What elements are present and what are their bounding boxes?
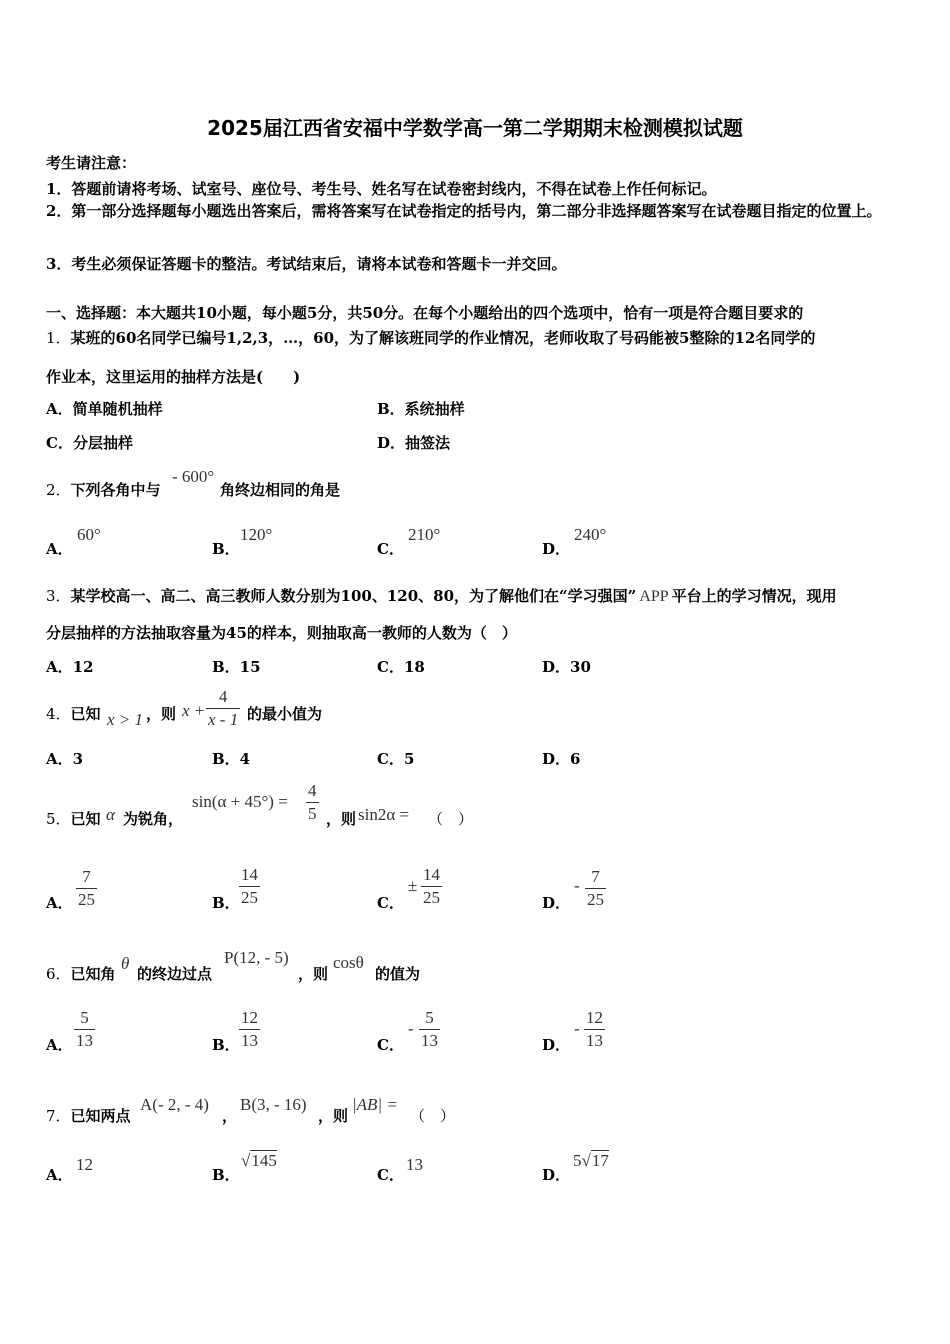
question-3-option-a: A．12 (46, 658, 94, 676)
question-7-label-b: B． (212, 1166, 240, 1184)
notice-item-1: 1．答题前请将考场、试室号、座位号、考生号、姓名写在试卷密封线内，不得在试卷上作任何标记。 (46, 180, 717, 198)
question-1-number: 1． (46, 329, 71, 347)
question-6-d-den: 13 (586, 1031, 603, 1050)
notice-item-3: 3．考生必须保证答题卡的整洁。考试结束后，请将本试卷和答题卡一并交回。 (46, 255, 567, 273)
question-7-d-coef: 5 (573, 1151, 582, 1170)
question-5-b-den: 25 (241, 888, 258, 907)
question-5-text-1: 已知 (70, 810, 101, 828)
question-5-d-num: 7 (585, 866, 606, 889)
question-2-prefix (46, 479, 161, 500)
question-4-text-1: 已知 (70, 705, 101, 723)
question-6-prefix (46, 963, 116, 984)
question-2-label-a: A． (46, 540, 73, 558)
question-5-prefix (46, 808, 101, 829)
question-5-text-3: ，则 (326, 810, 357, 828)
question-7-ab: |AB| = (352, 1095, 398, 1114)
question-5-label-c: C． (377, 894, 404, 912)
notice-heading: 考生请注意： (46, 154, 137, 172)
question-3-number: 3． (46, 587, 71, 605)
question-6-label-d: D． (542, 1036, 571, 1054)
question-7-label-a: A． (46, 1166, 73, 1184)
question-7-text-3: （ ） (410, 1107, 456, 1125)
question-6-c-sign: - (408, 1019, 414, 1038)
question-7-d-radicand: 17 (591, 1151, 609, 1170)
question-6-b-num: 12 (239, 1007, 260, 1030)
question-7-value-c: 13 (406, 1155, 423, 1174)
question-1-option-b: B．系统抽样 (377, 400, 465, 418)
question-5-option-d (585, 866, 606, 911)
question-3-text-1: 某学校高一、高二、高三教师人数分别为100、120、80，为了解他们在“学习强国” (70, 587, 637, 605)
question-7-text-2: ，则 (318, 1107, 349, 1125)
question-4-frac-den: x - 1 (208, 710, 239, 729)
question-6-theta: θ (121, 954, 130, 973)
question-3-option-b: B．15 (212, 658, 261, 676)
question-6-label-a: A． (46, 1036, 73, 1054)
question-5-fraction (306, 780, 319, 825)
question-4-frac-num: 4 (206, 686, 240, 709)
question-2-value-b: 120° (240, 525, 273, 544)
question-5-expr: sin(α + 45°) = (192, 792, 288, 811)
question-5-d-sign: - (574, 876, 580, 895)
question-6-d-num: 12 (584, 1007, 605, 1030)
question-6-option-c (419, 1007, 440, 1052)
exam-title: 2025届江西省安福中学数学高一第二学期期末检测模拟试题 (207, 116, 743, 140)
question-1-option-d: D．抽签法 (377, 434, 451, 452)
question-5-b-num: 14 (239, 864, 260, 887)
question-4-option-c: C．5 (377, 750, 415, 768)
question-5-text-2: 为锐角， (123, 810, 184, 828)
question-2-angle: - 600° (172, 467, 215, 486)
question-5-expr-2: sin2α = (358, 805, 410, 824)
question-2-value-a: 60° (77, 525, 101, 544)
question-3-line-1 (46, 585, 837, 606)
question-3-line-2: 分层抽样的方法抽取容量为45的样本，则抽取高一教师的人数为（ ） (46, 624, 517, 642)
question-6-text-2: 的终边过点 (137, 965, 213, 983)
question-5-text-4: （ ） (428, 810, 474, 828)
question-6-option-b (239, 1007, 260, 1052)
question-7-point-a: A(- 2, - 4) (140, 1095, 209, 1114)
question-4-option-a: A．3 (46, 750, 84, 768)
question-2-label-b: B． (212, 540, 240, 558)
question-5-d-den: 25 (587, 890, 604, 909)
question-2-value-c: 210° (408, 525, 441, 544)
question-1-text: 某班的60名同学已编号1,2,3，…，60，为了解该班同学的作业情况，老师收取了号码能被5整除的12名同学的 (70, 329, 816, 347)
question-6-text-4: 的值为 (375, 965, 421, 983)
question-6-option-a (74, 1007, 95, 1052)
question-5-option-b (239, 864, 260, 909)
question-3-option-d: D．30 (542, 658, 591, 676)
question-7-label-c: C． (377, 1166, 404, 1184)
question-4-text-3: 的最小值为 (247, 705, 323, 723)
question-5-a-den: 25 (78, 890, 95, 909)
question-5-c-den: 25 (423, 888, 440, 907)
question-5-a-num: 7 (76, 866, 97, 889)
question-6-b-den: 13 (241, 1031, 258, 1050)
question-4-number: 4． (46, 705, 71, 723)
question-1-line-2: 作业本，这里运用的抽样方法是( ) (46, 368, 301, 386)
notice-item-2: 2．第一部分选择题每小题选出答案后，需将答案写在试卷指定的括号内，第二部分非选择题答案写在试卷题目指定的位置上。 (46, 202, 882, 220)
question-6-cos: cosθ (333, 953, 364, 972)
question-4-option-b: B．4 (212, 750, 251, 768)
question-3-text-1b: 平台上的学习情况，现用 (671, 587, 837, 605)
question-6-text-1: 已知角 (70, 965, 116, 983)
question-6-label-b: B． (212, 1036, 240, 1054)
question-6-d-sign: - (574, 1019, 580, 1038)
question-7-text-1: 已知两点 (70, 1107, 131, 1125)
question-5-option-c (421, 864, 442, 909)
question-5-label-d: D． (542, 894, 571, 912)
question-7-prefix (46, 1105, 131, 1126)
question-7-b-radicand: 145 (251, 1151, 277, 1170)
question-6-number: 6． (46, 965, 71, 983)
question-6-a-den: 13 (76, 1031, 93, 1050)
question-2-value-d: 240° (574, 525, 607, 544)
question-5-alpha: α (106, 805, 115, 824)
question-6-a-num: 5 (74, 1007, 95, 1030)
question-5-number: 5． (46, 810, 71, 828)
section-heading: 一、选择题：本大题共10小题，每小题5分，共50分。在每个小题给出的四个选项中，恰有一项是符合题目要求的 (46, 304, 804, 322)
question-7-comma: ， (222, 1107, 238, 1125)
question-5-frac-num: 4 (306, 780, 319, 803)
question-4-condition: x > 1 (107, 710, 144, 729)
question-2-label-c: C． (377, 540, 404, 558)
question-5-frac-den: 5 (308, 804, 317, 823)
question-5-c-num: 14 (421, 864, 442, 887)
question-4-option-d: D．6 (542, 750, 581, 768)
question-2-text-1: 下列各角中与 (70, 481, 161, 499)
question-4-fraction (206, 686, 240, 731)
question-7-number: 7． (46, 1107, 71, 1125)
question-5-option-a (76, 866, 97, 911)
question-3-option-c: C．18 (377, 658, 425, 676)
question-6-c-num: 5 (419, 1007, 440, 1030)
question-2-number: 2． (46, 481, 71, 499)
question-6-label-c: C． (377, 1036, 404, 1054)
question-4-expr: x + (182, 701, 206, 720)
question-7-point-b: B(3, - 16) (240, 1095, 307, 1114)
question-1-option-a: A．简单随机抽样 (46, 400, 163, 418)
question-7-value-a: 12 (76, 1155, 93, 1174)
question-7-value-b: √145 (241, 1151, 277, 1170)
question-3-app: APP (639, 588, 669, 605)
question-7-label-d: D． (542, 1166, 571, 1184)
question-2-text-2: 角终边相同的角是 (220, 481, 341, 499)
question-1-line-1 (46, 327, 815, 348)
question-7-value-d: 5√17 (573, 1151, 609, 1170)
question-6-text-3: ，则 (298, 965, 329, 983)
question-2-label-d: D． (542, 540, 571, 558)
question-4-text-2: ，则 (146, 705, 177, 723)
question-6-point: P(12, - 5) (224, 948, 289, 967)
question-6-option-d (584, 1007, 605, 1052)
question-5-label-a: A． (46, 894, 73, 912)
question-5-label-b: B． (212, 894, 240, 912)
question-5-c-sign: ± (408, 876, 418, 895)
question-6-c-den: 13 (421, 1031, 438, 1050)
question-4-prefix (46, 703, 101, 724)
question-1-option-c: C．分层抽样 (46, 434, 133, 452)
